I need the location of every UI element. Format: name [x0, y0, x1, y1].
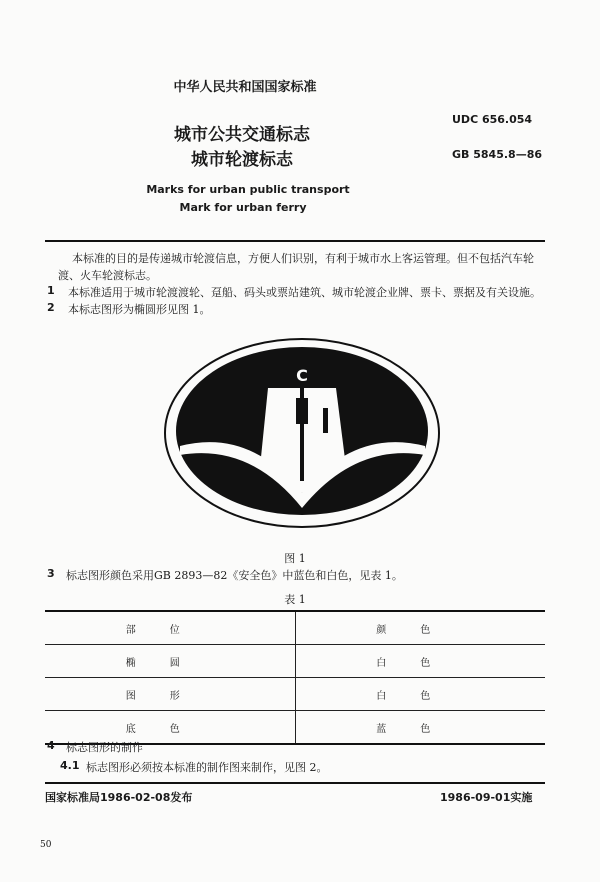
bottom-rule [45, 782, 545, 784]
page-number: 50 [40, 840, 52, 850]
table-header-row: 部位 颜色 [45, 611, 545, 645]
item-2-text: 本标志图形为椭圆形见图 1。 [68, 303, 211, 316]
table-caption: 表 1 [284, 593, 306, 606]
title-cn-1: 城市公共交通标志 [174, 125, 310, 145]
table-row: 图形 白色 [45, 678, 545, 711]
item-1-text: 本标准适用于城市轮渡渡轮、趸船、码头或票站建筑、城市轮渡企业牌、票卡、票据及有关设施。 [68, 286, 541, 299]
item-1-number: 1 [47, 284, 55, 297]
item-4-number: 4 [47, 739, 55, 752]
item-4-text: 标志图形的制作 [66, 741, 143, 754]
title-cn-2: 城市轮渡标志 [191, 150, 293, 170]
intro-line-1: 本标准的目的是传递城市轮渡信息，方便人们识别，有利于城市水上客运管理。但不包括汽车轮 [72, 252, 534, 265]
logo-letter: C [296, 366, 308, 385]
item-3-text: 标志图形颜色采用GB 2893—82《安全色》中蓝色和白色，见表 1。 [66, 569, 403, 582]
figure-caption: 图 1 [284, 552, 306, 565]
item-3-number: 3 [47, 567, 55, 580]
udc-code: UDC 656.054 [452, 113, 533, 126]
title-en-1: Marks for urban public transport [146, 183, 350, 196]
top-rule [45, 240, 545, 242]
color-table [45, 610, 545, 745]
table-row: 底色 蓝色 [45, 711, 545, 745]
table-row: 椭圆 白色 [45, 645, 545, 678]
item-4-1-number: 4.1 [60, 759, 80, 772]
issuing-org: 中华人民共和国国家标准 [173, 80, 317, 95]
ferry-logo [160, 333, 445, 533]
item-4-1-text: 标志图形必须按本标准的制作图来制作，见图 2。 [86, 761, 328, 774]
intro-line-2: 渡、火车轮渡标志。 [58, 269, 157, 282]
gb-code: GB 5845.8—86 [452, 148, 542, 161]
effective-date: 1986-09-01实施 [440, 791, 533, 804]
title-en-2: Mark for urban ferry [179, 201, 307, 214]
issue-date: 国家标准局1986-02-08发布 [45, 791, 193, 804]
item-2-number: 2 [47, 301, 55, 314]
